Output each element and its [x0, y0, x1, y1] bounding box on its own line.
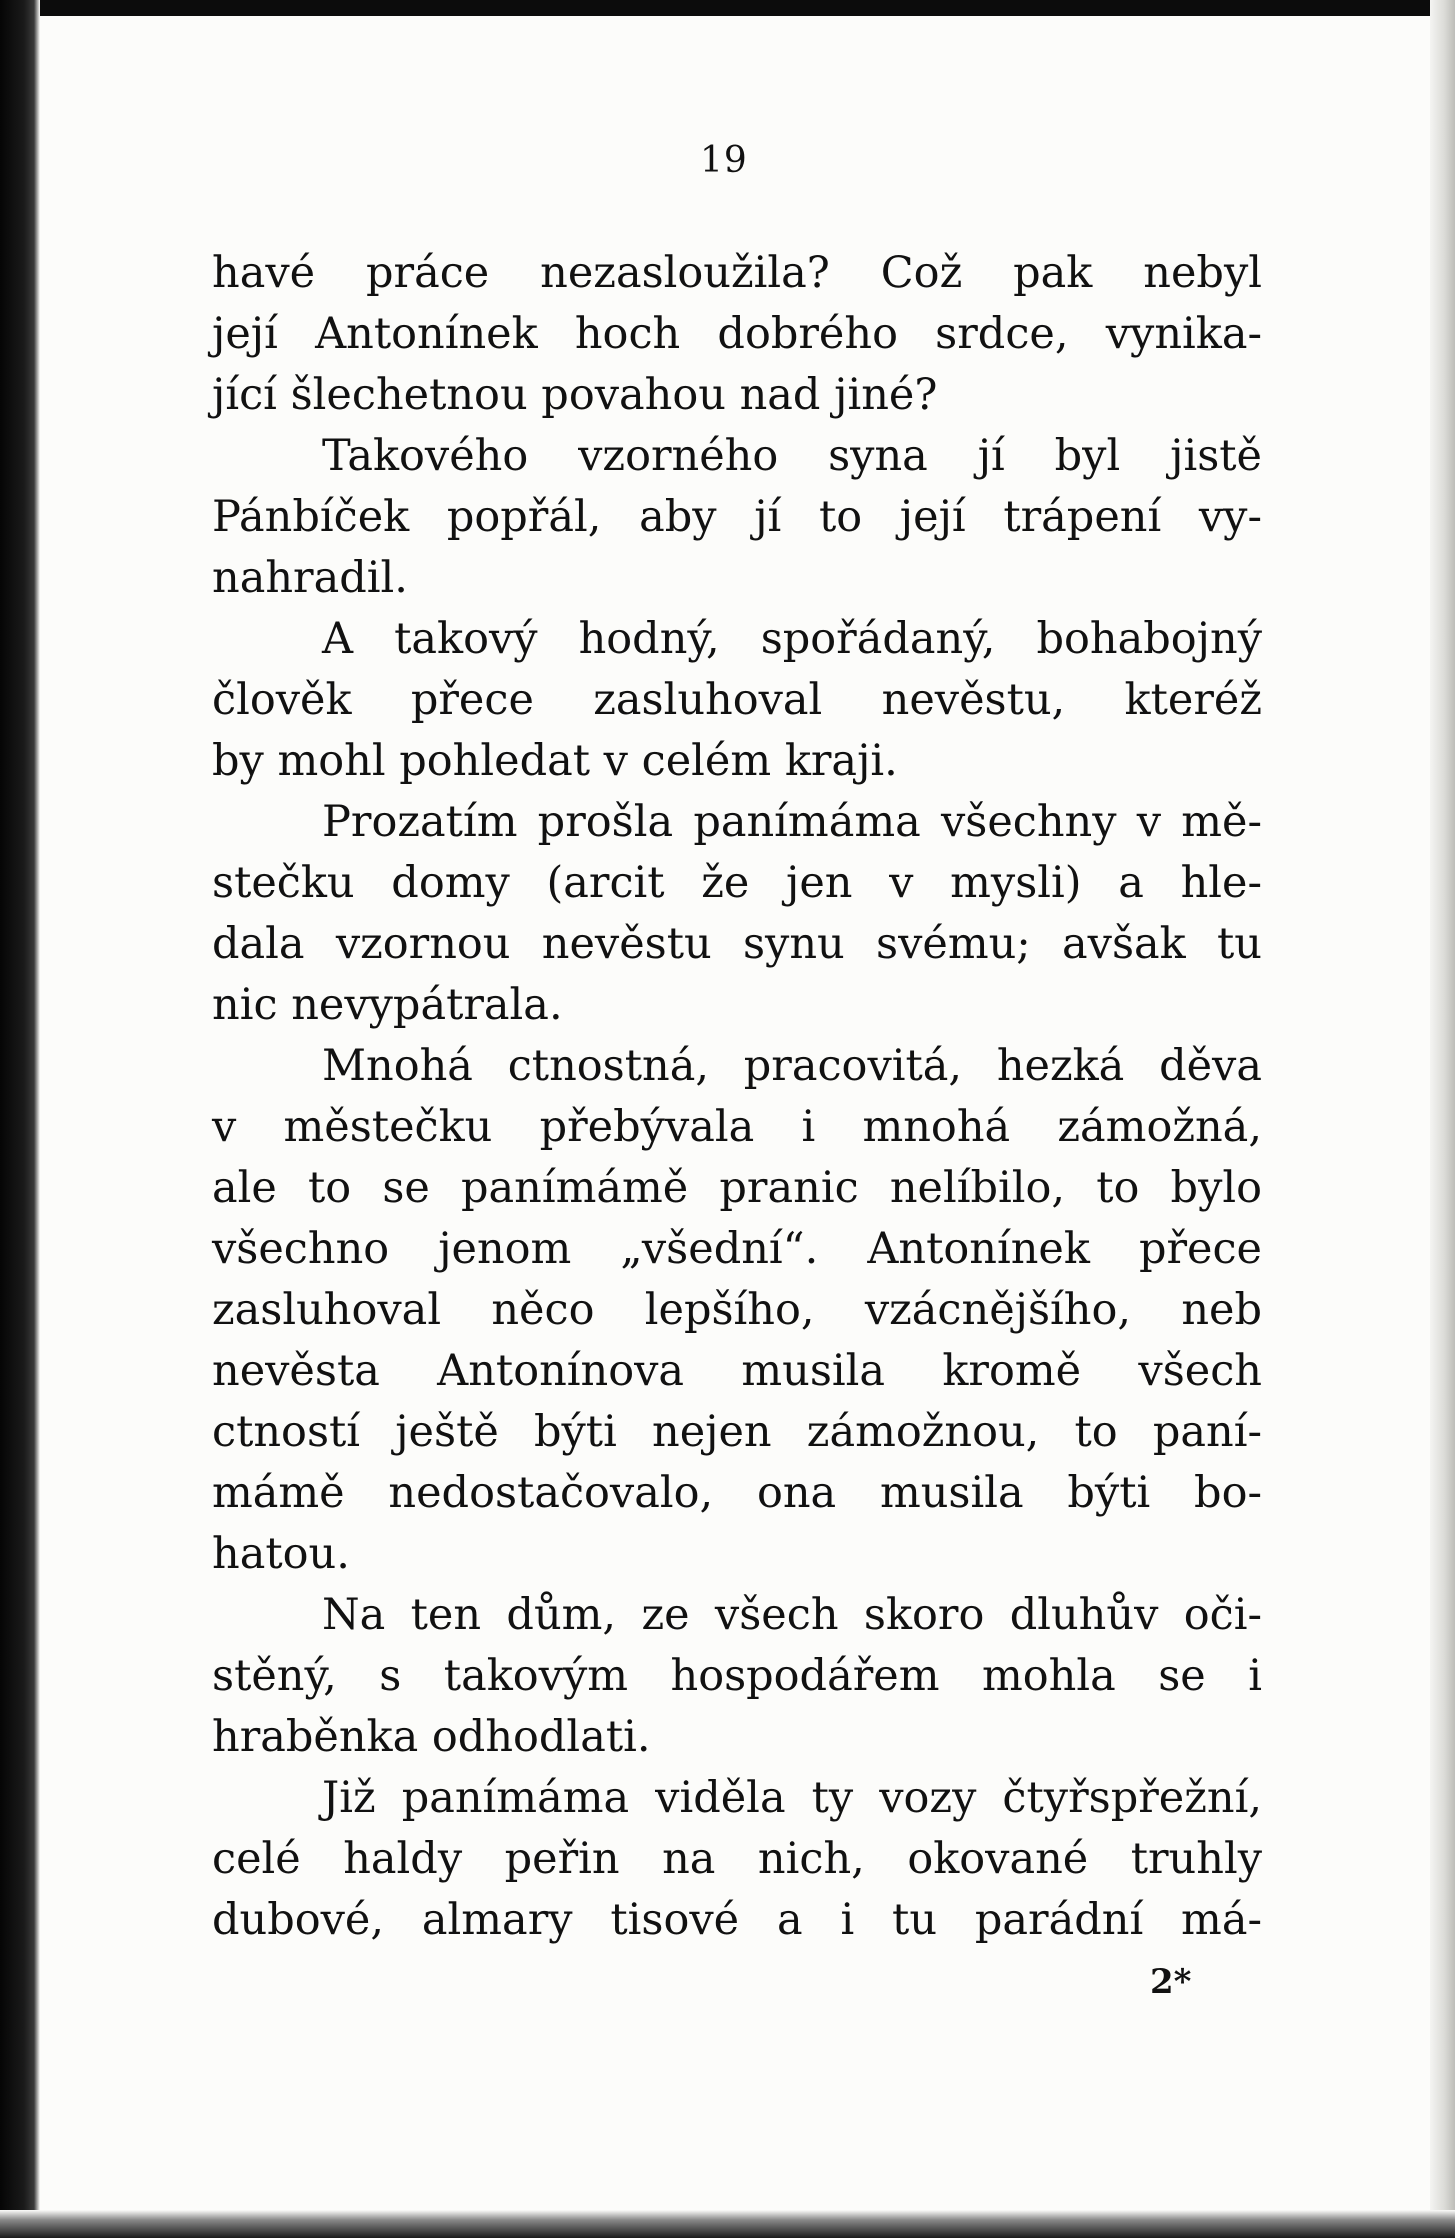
- text-line: hraběnka odhodlati.: [212, 1712, 651, 1762]
- scan-border-top: [0, 0, 1455, 16]
- scan-border-bottom: [0, 2210, 1455, 2238]
- text-line: Již panímáma viděla ty vozy čtyřspřežní,: [322, 1773, 1262, 1823]
- text-line: člověk přece zasluhoval nevěstu, kteréž: [212, 675, 1262, 725]
- text-line: stečku domy (arcit že jen v mysli) a hle-: [212, 858, 1262, 908]
- text-line: její Antonínek hoch dobrého srdce, vynika-: [212, 309, 1262, 359]
- text-line: Prozatím prošla panímáma všechny v mě-: [322, 797, 1262, 847]
- book-spine-edge: [0, 0, 40, 2238]
- text-line: nahradil.: [212, 553, 408, 603]
- scan-border-right: [1430, 0, 1455, 2238]
- text-line: jící šlechetnou povahou nad jiné?: [212, 370, 938, 420]
- text-line: Takového vzorného syna jí byl jistě: [322, 431, 1262, 481]
- text-line: Na ten dům, ze všech skoro dluhův oči-: [322, 1590, 1262, 1640]
- text-line: Pánbíček popřál, aby jí to její trápení vy-: [212, 492, 1262, 542]
- text-line: havé práce nezasloužila? Což pak nebyl: [212, 248, 1262, 298]
- body-text: [212, 243, 1262, 1951]
- text-line: celé haldy peřin na nich, okované truhly: [212, 1834, 1262, 1884]
- text-line: A takový hodný, spořádaný, bohabojný: [322, 614, 1262, 664]
- page-number: 19: [700, 140, 748, 181]
- text-line: dubové, almary tisové a i tu parádní má-: [212, 1895, 1262, 1945]
- text-line: by mohl pohledat v celém kraji.: [212, 736, 898, 786]
- signature-mark: 2*: [1150, 1962, 1192, 2002]
- text-line: zasluhoval něco lepšího, vzácnějšího, neb: [212, 1285, 1262, 1335]
- text-line: Mnohá ctnostná, pracovitá, hezká děva: [322, 1041, 1262, 1091]
- text-line: všechno jenom „všední“. Antonínek přece: [212, 1224, 1262, 1274]
- text-line: stěný, s takovým hospodářem mohla se i: [212, 1651, 1262, 1701]
- text-line: nevěsta Antonínova musila kromě všech: [212, 1346, 1262, 1396]
- text-line: v městečku přebývala i mnohá zámožná,: [212, 1102, 1262, 1152]
- text-line: nic nevypátrala.: [212, 980, 563, 1030]
- text-line: dala vzornou nevěstu synu svému; avšak tu: [212, 919, 1262, 969]
- text-line: hatou.: [212, 1529, 350, 1579]
- text-line: ctností ještě býti nejen zámožnou, to paní-: [212, 1407, 1262, 1457]
- text-line: ale to se panímámě pranic nelíbilo, to bylo: [212, 1163, 1262, 1213]
- text-line: mámě nedostačovalo, ona musila býti bo-: [212, 1468, 1262, 1518]
